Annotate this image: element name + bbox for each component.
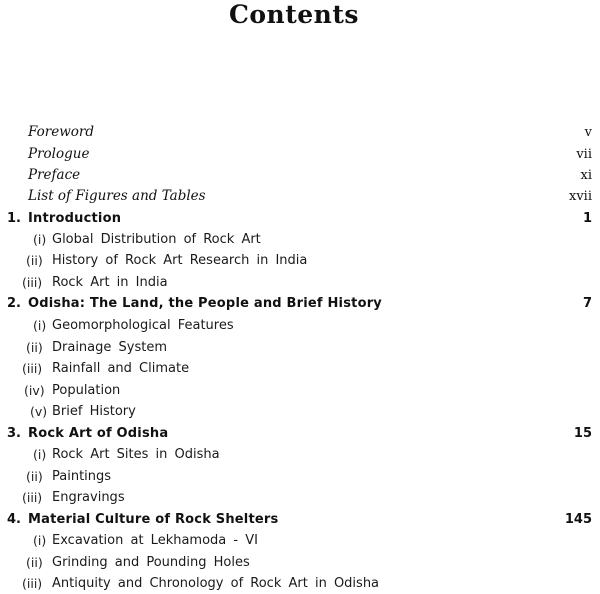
toc-page-number: v — [584, 125, 592, 140]
section-numeral: (ii) — [26, 555, 43, 570]
chapter-title: Introduction — [28, 211, 122, 226]
section-title: Paintings — [52, 469, 112, 484]
section-title: Rainfall and Climate — [52, 361, 190, 376]
section-title: History of Rock Art Research in India — [52, 253, 308, 268]
section-title: Rock Art Sites in Odisha — [52, 447, 220, 462]
toc-entry-label: Preface — [28, 167, 81, 183]
toc-entry-prologue[interactable] — [0, 144, 600, 165]
chapter-number: 1. — [7, 211, 21, 226]
toc-chapter-3[interactable] — [0, 423, 600, 444]
toc-entry-label: List of Figures and Tables — [28, 188, 206, 204]
toc-page-number: xvii — [569, 189, 592, 204]
toc-chapter-4[interactable] — [0, 509, 600, 530]
chapter-number: 4. — [7, 512, 21, 527]
section-numeral: (i) — [33, 318, 47, 333]
section-numeral: (ii) — [26, 340, 43, 355]
toc-entry-foreword[interactable] — [0, 122, 600, 143]
toc-chapter-2[interactable] — [0, 293, 600, 314]
chapter-title: Material Culture of Rock Shelters — [28, 512, 279, 527]
toc-section[interactable] — [0, 552, 600, 573]
section-numeral: (iii) — [22, 576, 43, 591]
section-title: Excavation at Lekhamoda - VI — [52, 533, 258, 548]
toc-section[interactable] — [0, 466, 600, 487]
toc-section[interactable] — [0, 229, 600, 250]
section-title: Antiquity and Chronology of Rock Art in Odisha — [52, 576, 380, 591]
section-numeral: (i) — [33, 533, 47, 548]
section-title: Global Distribution of Rock Art — [52, 232, 261, 247]
toc-section[interactable] — [0, 530, 600, 551]
toc-section[interactable] — [0, 401, 600, 422]
toc-page-number: 145 — [564, 512, 592, 527]
section-title: Rock Art in India — [52, 275, 168, 290]
section-title: Geomorphological Features — [52, 318, 234, 333]
toc-entry-label: Foreword — [28, 124, 94, 140]
section-numeral: (i) — [33, 232, 47, 247]
toc-section[interactable] — [0, 272, 600, 293]
chapter-title: Odisha: The Land, the People and Brief History — [28, 296, 382, 311]
toc-section[interactable] — [0, 380, 600, 401]
section-title: Engravings — [52, 490, 125, 505]
toc-section[interactable] — [0, 487, 600, 508]
toc-section[interactable] — [0, 444, 600, 465]
section-title: Drainage System — [52, 340, 167, 355]
toc-entry-label: Prologue — [28, 146, 90, 162]
toc-section[interactable] — [0, 250, 600, 271]
toc-section[interactable] — [0, 315, 600, 336]
chapter-number: 3. — [7, 426, 21, 441]
chapter-number: 2. — [7, 296, 21, 311]
section-numeral: (ii) — [26, 469, 43, 484]
section-numeral: (v) — [30, 404, 48, 419]
toc-page-number: 7 — [582, 296, 592, 311]
toc-entry-preface[interactable] — [0, 165, 600, 186]
section-numeral: (i) — [33, 447, 47, 462]
toc-entry-list-of-figures[interactable] — [0, 186, 600, 207]
section-numeral: (iii) — [22, 361, 43, 376]
toc-page-number: 15 — [573, 426, 592, 441]
toc-section[interactable] — [0, 337, 600, 358]
chapter-title: Rock Art of Odisha — [28, 426, 169, 441]
section-numeral: (iii) — [22, 275, 43, 290]
toc-page-number: 1 — [582, 211, 592, 226]
section-numeral: (iv) — [24, 383, 45, 398]
page-title: Contents — [228, 0, 359, 29]
section-title: Grinding and Pounding Holes — [52, 555, 250, 570]
toc-section[interactable] — [0, 358, 600, 379]
section-title: Brief History — [52, 404, 136, 419]
section-numeral: (ii) — [26, 253, 43, 268]
toc-page-number: vii — [576, 147, 592, 162]
toc-chapter-1[interactable] — [0, 208, 600, 229]
toc-section[interactable] — [0, 573, 600, 594]
section-numeral: (iii) — [22, 490, 43, 505]
section-title: Population — [52, 383, 121, 398]
toc-page-number: xi — [580, 168, 592, 183]
